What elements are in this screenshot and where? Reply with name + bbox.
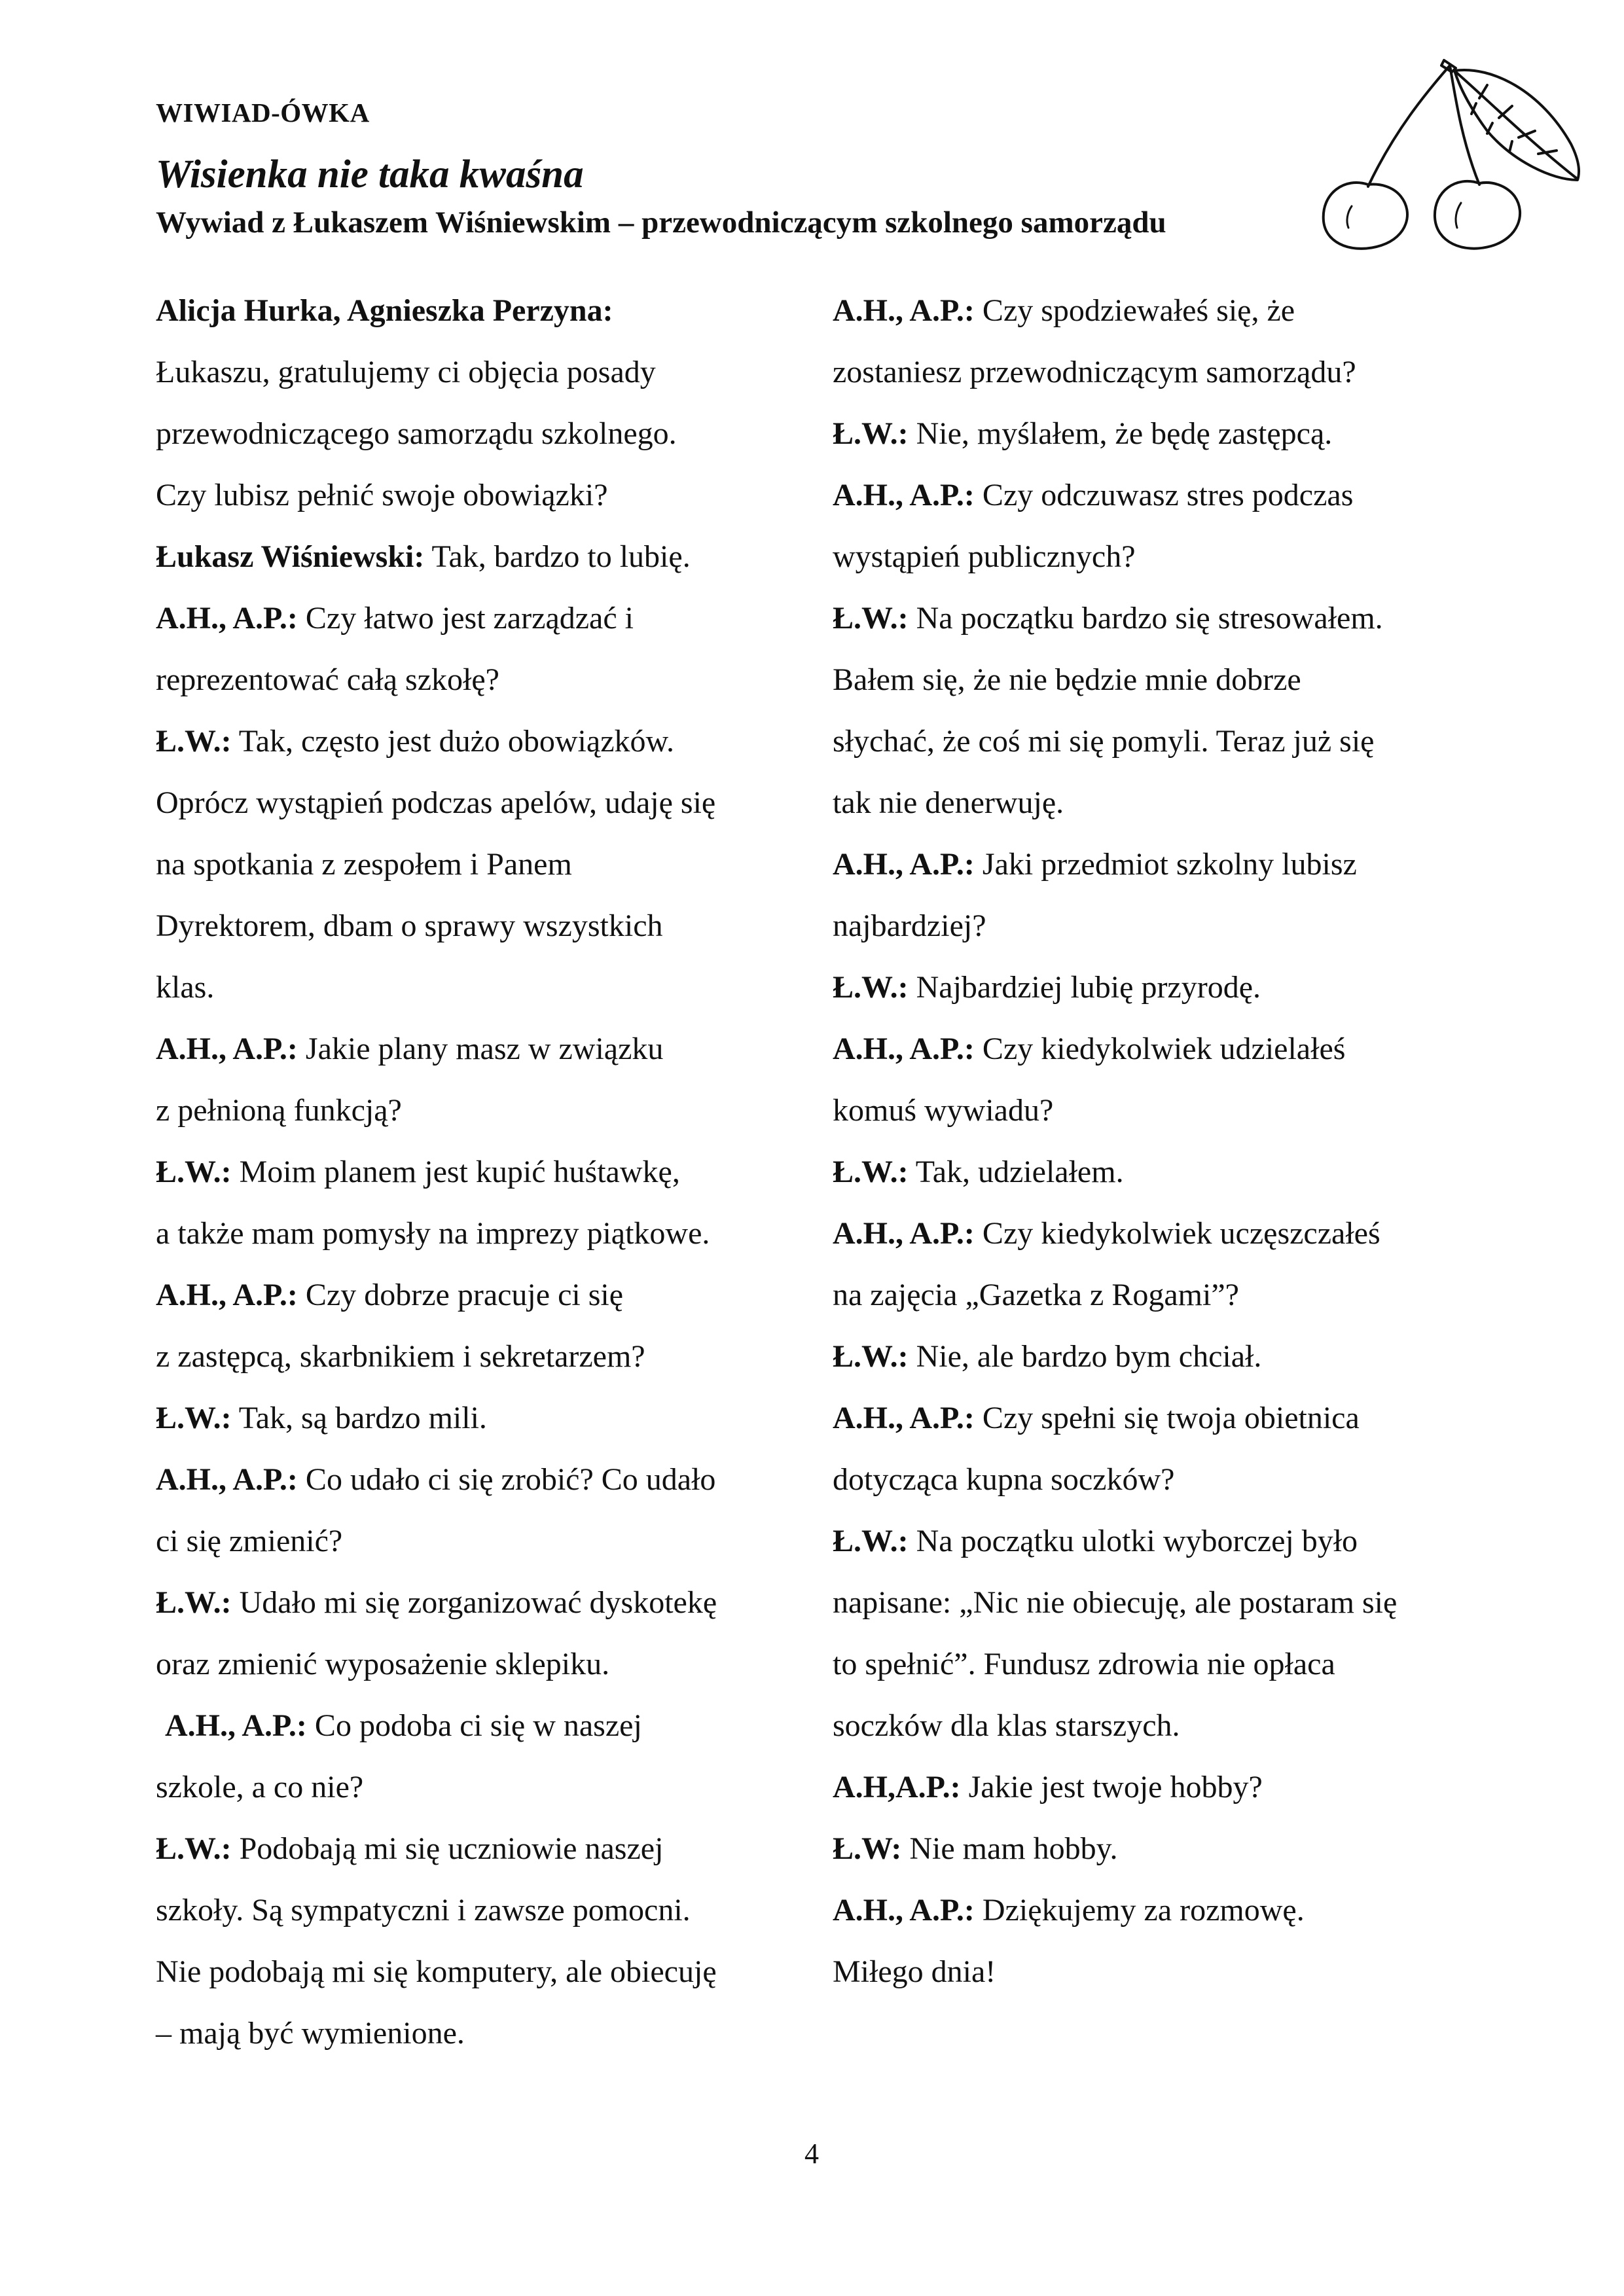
interview-line bbox=[156, 1511, 810, 1572]
speaker-label: Łukasz Wiśniewski: bbox=[156, 539, 425, 574]
interview-text: szkole, a co nie? bbox=[156, 1770, 364, 1804]
cherry-stem-right-icon bbox=[1450, 65, 1479, 185]
interview-text: Czy odczuwasz stres podczas bbox=[974, 478, 1354, 512]
interview-line bbox=[156, 1018, 810, 1080]
interview-text: Czy łatwo jest zarządzać i bbox=[297, 601, 634, 636]
interview-line bbox=[156, 1203, 810, 1265]
interview-line bbox=[833, 1572, 1507, 1634]
cherry-right-icon bbox=[1435, 181, 1520, 249]
speaker-label: A.H., A.P.: bbox=[165, 1708, 307, 1743]
speaker-label: Ł.W.: bbox=[833, 416, 909, 451]
interview-text: Nie podobają mi się komputery, ale obiecuję bbox=[156, 1954, 717, 1989]
interview-text: Udało mi się zorganizować dyskotekę bbox=[231, 1585, 717, 1620]
speaker-label: Ł.W.: bbox=[833, 1155, 909, 1189]
interview-line bbox=[833, 711, 1507, 772]
interview-text: zostaniesz przewodniczącym samorządu? bbox=[833, 355, 1356, 389]
interview-line bbox=[833, 1880, 1507, 1941]
speaker-label: A.H., A.P.: bbox=[833, 1893, 975, 1928]
interview-line bbox=[833, 1203, 1507, 1265]
interview-line bbox=[156, 1449, 810, 1511]
speaker-label: A.H., A.P.: bbox=[833, 293, 975, 328]
interview-text: Nie, ale bardzo bym chciał. bbox=[908, 1339, 1262, 1374]
interview-line bbox=[156, 772, 810, 834]
speaker-label: A.H., A.P.: bbox=[156, 601, 298, 636]
interview-text: na spotkania z zespołem i Panem bbox=[156, 847, 572, 882]
interview-right-column bbox=[833, 280, 1507, 2003]
interview-line bbox=[156, 1265, 810, 1326]
speaker-label: A.H., A.P.: bbox=[833, 1216, 975, 1251]
speaker-label: Ł.W.: bbox=[156, 1585, 232, 1620]
interview-line bbox=[156, 957, 810, 1018]
interview-text: Tak, udzielałem. bbox=[908, 1155, 1124, 1189]
interview-text: Jakie plany masz w związku bbox=[297, 1031, 664, 1066]
interview-line bbox=[156, 649, 810, 711]
interview-line bbox=[833, 1818, 1507, 1880]
interview-line bbox=[156, 1818, 810, 1880]
interview-line bbox=[833, 895, 1507, 957]
interview-text: Czy kiedykolwiek udzielałeś bbox=[974, 1031, 1346, 1066]
interview-text: Nie mam hobby. bbox=[901, 1831, 1118, 1866]
interview-line bbox=[833, 1141, 1507, 1203]
interview-text: Czy spełni się twoja obietnica bbox=[974, 1401, 1360, 1435]
interview-text: przewodniczącego samorządu szkolnego. bbox=[156, 416, 677, 451]
interview-text: szkoły. Są sympatyczni i zawsze pomocni. bbox=[156, 1893, 691, 1928]
interview-text: Podobają mi się uczniowie naszej bbox=[231, 1831, 664, 1866]
interview-text: a także mam pomysły na imprezy piątkowe. bbox=[156, 1216, 710, 1251]
speaker-label: Ł.W.: bbox=[156, 724, 232, 759]
interview-text: Co podoba ci się w naszej bbox=[306, 1708, 642, 1743]
interview-line bbox=[156, 711, 810, 772]
interview-line bbox=[833, 1326, 1507, 1388]
interview-text: ci się zmienić? bbox=[156, 1524, 343, 1558]
article-subtitle: Wywiad z Łukaszem Wiśniewskim – przewodniczącym szkolnego samorządu bbox=[156, 206, 1166, 240]
interview-text: komuś wywiadu? bbox=[833, 1093, 1054, 1128]
interview-line bbox=[156, 895, 810, 957]
interview-line bbox=[833, 649, 1507, 711]
interview-text: Bałem się, że nie będzie mnie dobrze bbox=[833, 662, 1301, 697]
interview-text: Łukaszu, gratulujemy ci objęcia posady bbox=[156, 355, 656, 389]
interview-text: Czy kiedykolwiek uczęszczałeś bbox=[974, 1216, 1380, 1251]
cherry-left-icon bbox=[1324, 183, 1407, 249]
interview-line bbox=[833, 772, 1507, 834]
speaker-label: A.H,A.P.: bbox=[833, 1770, 961, 1804]
interview-line bbox=[833, 342, 1507, 403]
interview-text: Oprócz wystąpień podczas apelów, udaję się bbox=[156, 785, 716, 820]
interview-text: soczków dla klas starszych. bbox=[833, 1708, 1180, 1743]
interview-text: dotycząca kupna soczków? bbox=[833, 1462, 1175, 1497]
interview-line bbox=[156, 1141, 810, 1203]
article-title: Wisienka nie taka kwaśna bbox=[156, 152, 584, 196]
interview-text: wystąpień publicznych? bbox=[833, 539, 1136, 574]
interview-text: – mają być wymienione. bbox=[156, 2016, 465, 2051]
interview-text: Tak, bardzo to lubię. bbox=[424, 539, 691, 574]
speaker-label: Ł.W: bbox=[833, 1831, 902, 1866]
interview-text: Jakie jest twoje hobby? bbox=[960, 1770, 1263, 1804]
speaker-label: Ł.W.: bbox=[833, 1339, 909, 1374]
interview-text: najbardziej? bbox=[833, 908, 986, 943]
interview-line bbox=[156, 403, 810, 465]
interview-line bbox=[833, 1511, 1507, 1572]
cherries-icon bbox=[1316, 46, 1604, 262]
interview-text: z zastępcą, skarbnikiem i sekretarzem? bbox=[156, 1339, 645, 1374]
interview-line bbox=[156, 588, 810, 649]
interview-text: reprezentować całą szkołę? bbox=[156, 662, 499, 697]
interview-text: Tak, często jest dużo obowiązków. bbox=[231, 724, 675, 759]
interview-text: Na początku bardzo się stresowałem. bbox=[908, 601, 1383, 636]
interview-line bbox=[156, 1080, 810, 1141]
interview-text: Miłego dnia! bbox=[833, 1954, 996, 1989]
interview-text: Dziękujemy za rozmowę. bbox=[974, 1893, 1305, 1928]
speaker-label: A.H., A.P.: bbox=[156, 1031, 298, 1066]
speaker-label: A.H., A.P.: bbox=[833, 478, 975, 512]
interview-line bbox=[833, 465, 1507, 526]
speaker-label: A.H., A.P.: bbox=[833, 847, 975, 882]
interview-line bbox=[156, 834, 810, 895]
interview-line bbox=[833, 403, 1507, 465]
interview-line bbox=[156, 1880, 810, 1941]
interview-line bbox=[833, 834, 1507, 895]
interview-line bbox=[833, 1634, 1507, 1695]
interview-text: Dyrektorem, dbam o sprawy wszystkich bbox=[156, 908, 663, 943]
interview-text: z pełnioną funkcją? bbox=[156, 1093, 402, 1128]
speaker-label: Ł.W.: bbox=[156, 1831, 232, 1866]
interview-line bbox=[833, 1695, 1507, 1757]
interview-text: Czy dobrze pracuje ci się bbox=[297, 1278, 624, 1312]
interview-text: tak nie denerwuję. bbox=[833, 785, 1064, 820]
interview-line bbox=[156, 1572, 810, 1634]
interview-line bbox=[156, 1941, 810, 2003]
interview-line bbox=[156, 526, 810, 588]
speaker-label: A.H., A.P.: bbox=[156, 1462, 298, 1497]
interview-line bbox=[833, 1449, 1507, 1511]
interview-line bbox=[833, 957, 1507, 1018]
interview-text: klas. bbox=[156, 970, 215, 1005]
interview-text: Nie, myślałem, że będę zastępcą. bbox=[908, 416, 1333, 451]
section-label: WIWIAD-ÓWKA bbox=[156, 98, 370, 128]
interview-line bbox=[833, 1080, 1507, 1141]
interview-line bbox=[156, 280, 810, 342]
interview-text: Tak, są bardzo mili. bbox=[231, 1401, 487, 1435]
interview-text: Na początku ulotki wyborczej było bbox=[908, 1524, 1358, 1558]
interview-line bbox=[156, 1757, 810, 1818]
interview-text: słychać, że coś mi się pomyli. Teraz już się bbox=[833, 724, 1375, 759]
interview-text: Moim planem jest kupić huśtawkę, bbox=[231, 1155, 680, 1189]
interview-text: to spełnić”. Fundusz zdrowia nie opłaca bbox=[833, 1647, 1335, 1681]
interview-text: na zajęcia „Gazetka z Rogami”? bbox=[833, 1278, 1239, 1312]
page-number: 4 bbox=[804, 2138, 819, 2170]
interview-text: oraz zmienić wyposażenie sklepiku. bbox=[156, 1647, 610, 1681]
interview-line bbox=[833, 1018, 1507, 1080]
interview-line bbox=[833, 1757, 1507, 1818]
speaker-label: A.H., A.P.: bbox=[833, 1401, 975, 1435]
interview-text: Czy spodziewałeś się, że bbox=[974, 293, 1295, 328]
interview-line bbox=[156, 2003, 810, 2064]
speaker-label: Ł.W.: bbox=[833, 1524, 909, 1558]
speaker-label: Ł.W.: bbox=[833, 601, 909, 636]
interview-text: Najbardziej lubię przyrodę. bbox=[908, 970, 1261, 1005]
speaker-label: Ł.W.: bbox=[156, 1155, 232, 1189]
speaker-label: Alicja Hurka, Agnieszka Perzyna: bbox=[156, 293, 613, 328]
interview-line bbox=[156, 1326, 810, 1388]
interview-text: Co udało ci się zrobić? Co udało bbox=[297, 1462, 716, 1497]
interview-line bbox=[833, 526, 1507, 588]
interview-line bbox=[156, 465, 810, 526]
interview-line bbox=[156, 342, 810, 403]
interview-line bbox=[833, 1388, 1507, 1449]
interview-text: Czy lubisz pełnić swoje obowiązki? bbox=[156, 478, 608, 512]
interview-text: Jaki przedmiot szkolny lubisz bbox=[974, 847, 1357, 882]
interview-line bbox=[833, 280, 1507, 342]
cherry-stem-left-icon bbox=[1368, 65, 1450, 187]
interview-text: napisane: „Nic nie obiecuję, ale postaram się bbox=[833, 1585, 1398, 1620]
interview-left-column bbox=[156, 280, 810, 2064]
interview-line bbox=[833, 1941, 1507, 2003]
interview-line bbox=[156, 1388, 810, 1449]
speaker-label: Ł.W.: bbox=[156, 1401, 232, 1435]
interview-line bbox=[156, 1634, 810, 1695]
speaker-label: A.H., A.P.: bbox=[156, 1278, 298, 1312]
interview-line bbox=[833, 1265, 1507, 1326]
interview-line bbox=[156, 1695, 810, 1757]
speaker-label: Ł.W.: bbox=[833, 970, 909, 1005]
interview-line bbox=[833, 588, 1507, 649]
speaker-label: A.H., A.P.: bbox=[833, 1031, 975, 1066]
